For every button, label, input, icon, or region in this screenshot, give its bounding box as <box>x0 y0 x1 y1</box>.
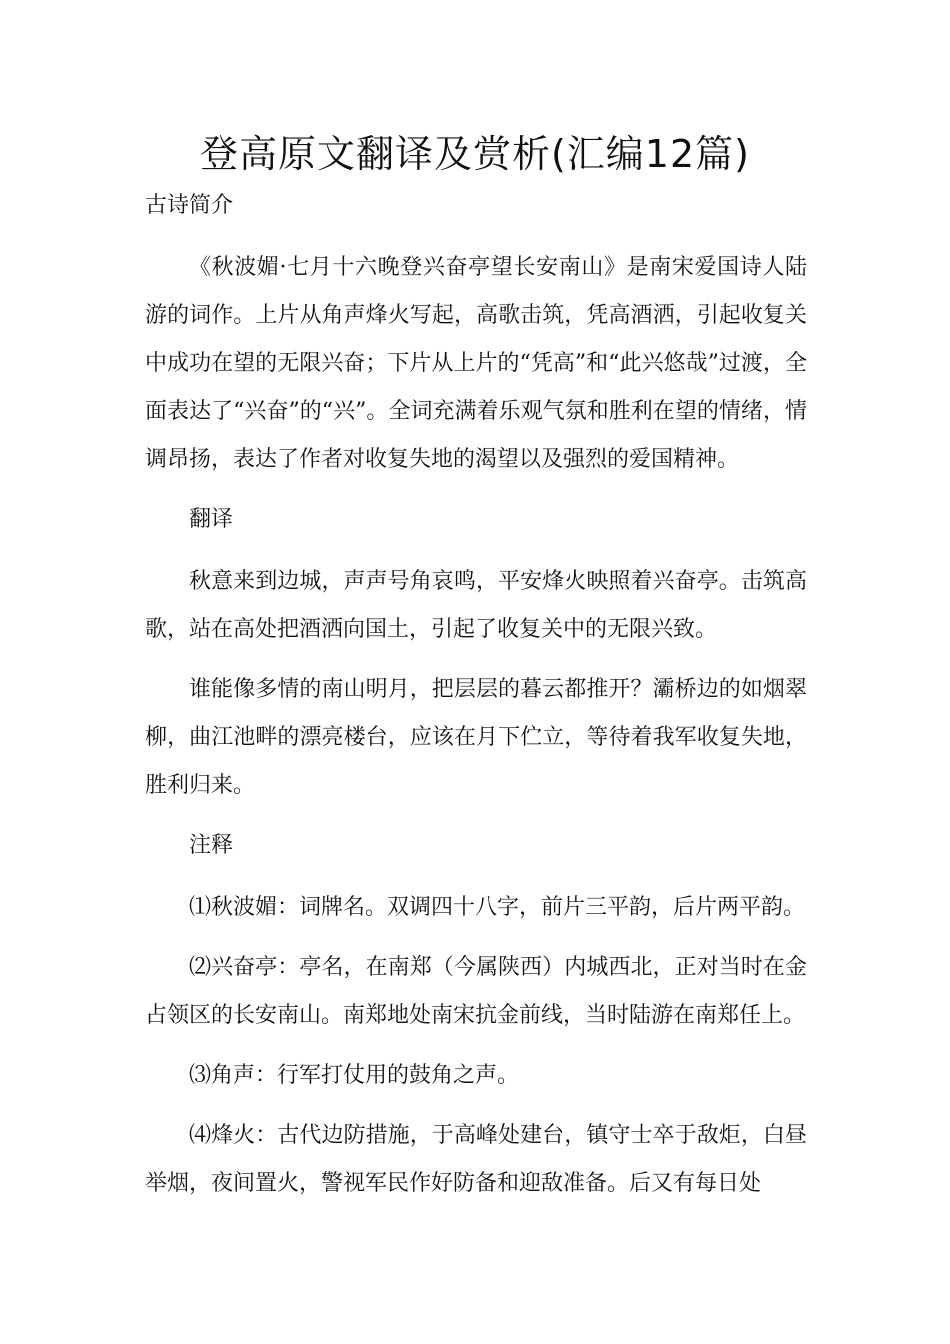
translation-paragraph-1: 秋意来到边城，声声号角哀鸣，平安烽火映照着兴奋亭。击筑高歌，站在高处把酒洒向国土，引起了收复关中的无限兴致。 <box>145 569 807 642</box>
translation-paragraph-2: 谁能像多情的南山明月，把层层的暮云都推开？灞桥边的如烟翠柳，曲江池畔的漂亮楼台，应该在月下伫立，等待着我军收复失地，胜利归来。 <box>145 677 807 798</box>
document-title: 登高原文翻译及赏析(汇编12篇) <box>199 132 750 176</box>
note-item-2: ⑵兴奋亭：亭名，在南郑（今属陕西）内城西北，正对当时在金占领区的长安南山。南郑地处南宋抗金前线，当时陆游在南郑任上。 <box>145 955 807 1028</box>
note-item-1: ⑴秋波媚：词牌名。双调四十八字，前片三平韵，后片两平韵。 <box>189 895 806 920</box>
document-body <box>145 182 807 1220</box>
section-heading-translation: 翻译 <box>189 507 234 532</box>
section-heading-intro: 古诗简介 <box>145 193 234 218</box>
intro-paragraph: 《秋波媚·七月十六晚登兴奋亭望长安南山》是南宋爱国诗人陆游的词作。上片从角声烽火写起，高歌击筑，凭高酒洒，引起收复关中成功在望的无限兴奋；下片从上片的“凭高”和“此兴悠哉”过渡，全面表达了“兴奋”的“兴”。全词充满着乐观气氛和胜利在望的情绪，情调昂扬，表达了作者对收复失地的渴望以及强烈的爱国精神。 <box>145 255 807 472</box>
section-heading-notes: 注释 <box>189 833 234 858</box>
note-item-4: ⑷烽火：古代边防措施，于高峰处建台，镇守士卒于敌炬，白昼举烟，夜间置火，警视军民作好防备和迎敌准备。后又有每日处 <box>145 1123 807 1196</box>
note-item-3: ⑶角声：行军打仗用的鼓角之声。 <box>189 1063 520 1088</box>
